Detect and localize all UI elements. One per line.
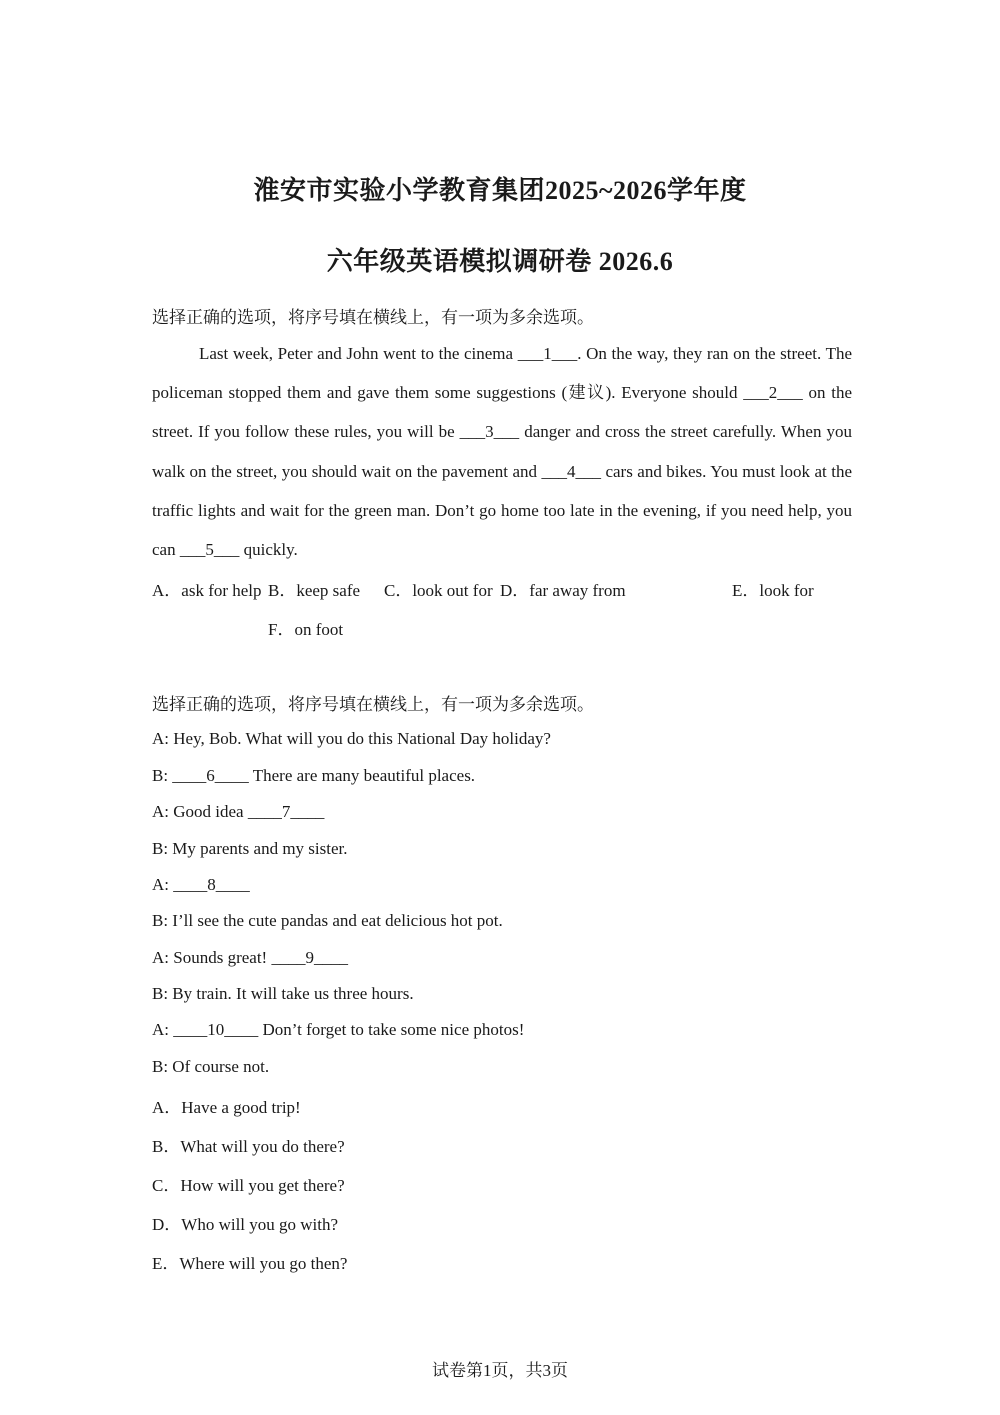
option-f: F．on foot [268, 620, 344, 639]
dialogue-line: A: Hey, Bob. What will you do this National Day holiday? [152, 729, 551, 748]
dialogue-line: A: Sounds great! ____9____ [152, 948, 348, 967]
option-c: C．look out for [384, 581, 493, 600]
dialogue-line: A: Good idea ____7____ [152, 802, 325, 821]
dialogue-option-b: B．What will you do there? [152, 1137, 345, 1156]
dialogue-line: A: ____10____ Don’t forget to take some nice photos! [152, 1020, 525, 1039]
dialogue-line: B: ____6____ There are many beautiful places. [152, 766, 476, 785]
dialogue-option-c: C．How will you get there? [152, 1176, 345, 1195]
exam-subtitle: 六年级英语模拟调研卷 2026.6 [326, 247, 674, 276]
option-b: B．keep safe [268, 581, 361, 600]
exam-title: 淮安市实验小学教育集团2025~2026学年度 [253, 176, 747, 205]
dialogue-line: B: I’ll see the cute pandas and eat delicious hot pot. [152, 911, 503, 930]
page-number: 试卷第1页，共3页 [432, 1361, 568, 1380]
dialogue-option-d: D．Who will you go with? [152, 1215, 339, 1234]
cloze-passage: Last week, Peter and John went to the cinema ___1___. On the way, they ran on the street. The policeman stopped them and gave them some suggestions (建议). Everyone should ___2___ on the street. If you follow these rules, you will be ___3___ danger and cross the street carefully. When you walk on the street, you should wait on the pavement and ___4___ cars and bikes. You must look at the traffic lights and wait for the green man. Don’t go home too late in the evening, if you need help, you can ___5___ quickly. [152, 344, 852, 560]
dialogue-line: A: ____8____ [152, 875, 250, 894]
option-e: E．look for [732, 581, 814, 600]
option-d: D．far away from [500, 581, 626, 600]
dialogue-line: B: Of course not. [152, 1057, 270, 1076]
option-a: A．ask for help [152, 581, 262, 600]
section1-instruction: 选择正确的选项，将序号填在横线上，有一项为多余选项。 [152, 308, 594, 328]
dialogue-line: B: My parents and my sister. [152, 839, 348, 858]
section2-instruction: 选择正确的选项，将序号填在横线上，有一项为多余选项。 [152, 695, 594, 715]
dialogue-line: B: By train. It will take us three hours. [152, 984, 414, 1003]
dialogue-option-a: A．Have a good trip! [152, 1098, 301, 1117]
dialogue-option-e: E．Where will you go then? [152, 1254, 348, 1273]
